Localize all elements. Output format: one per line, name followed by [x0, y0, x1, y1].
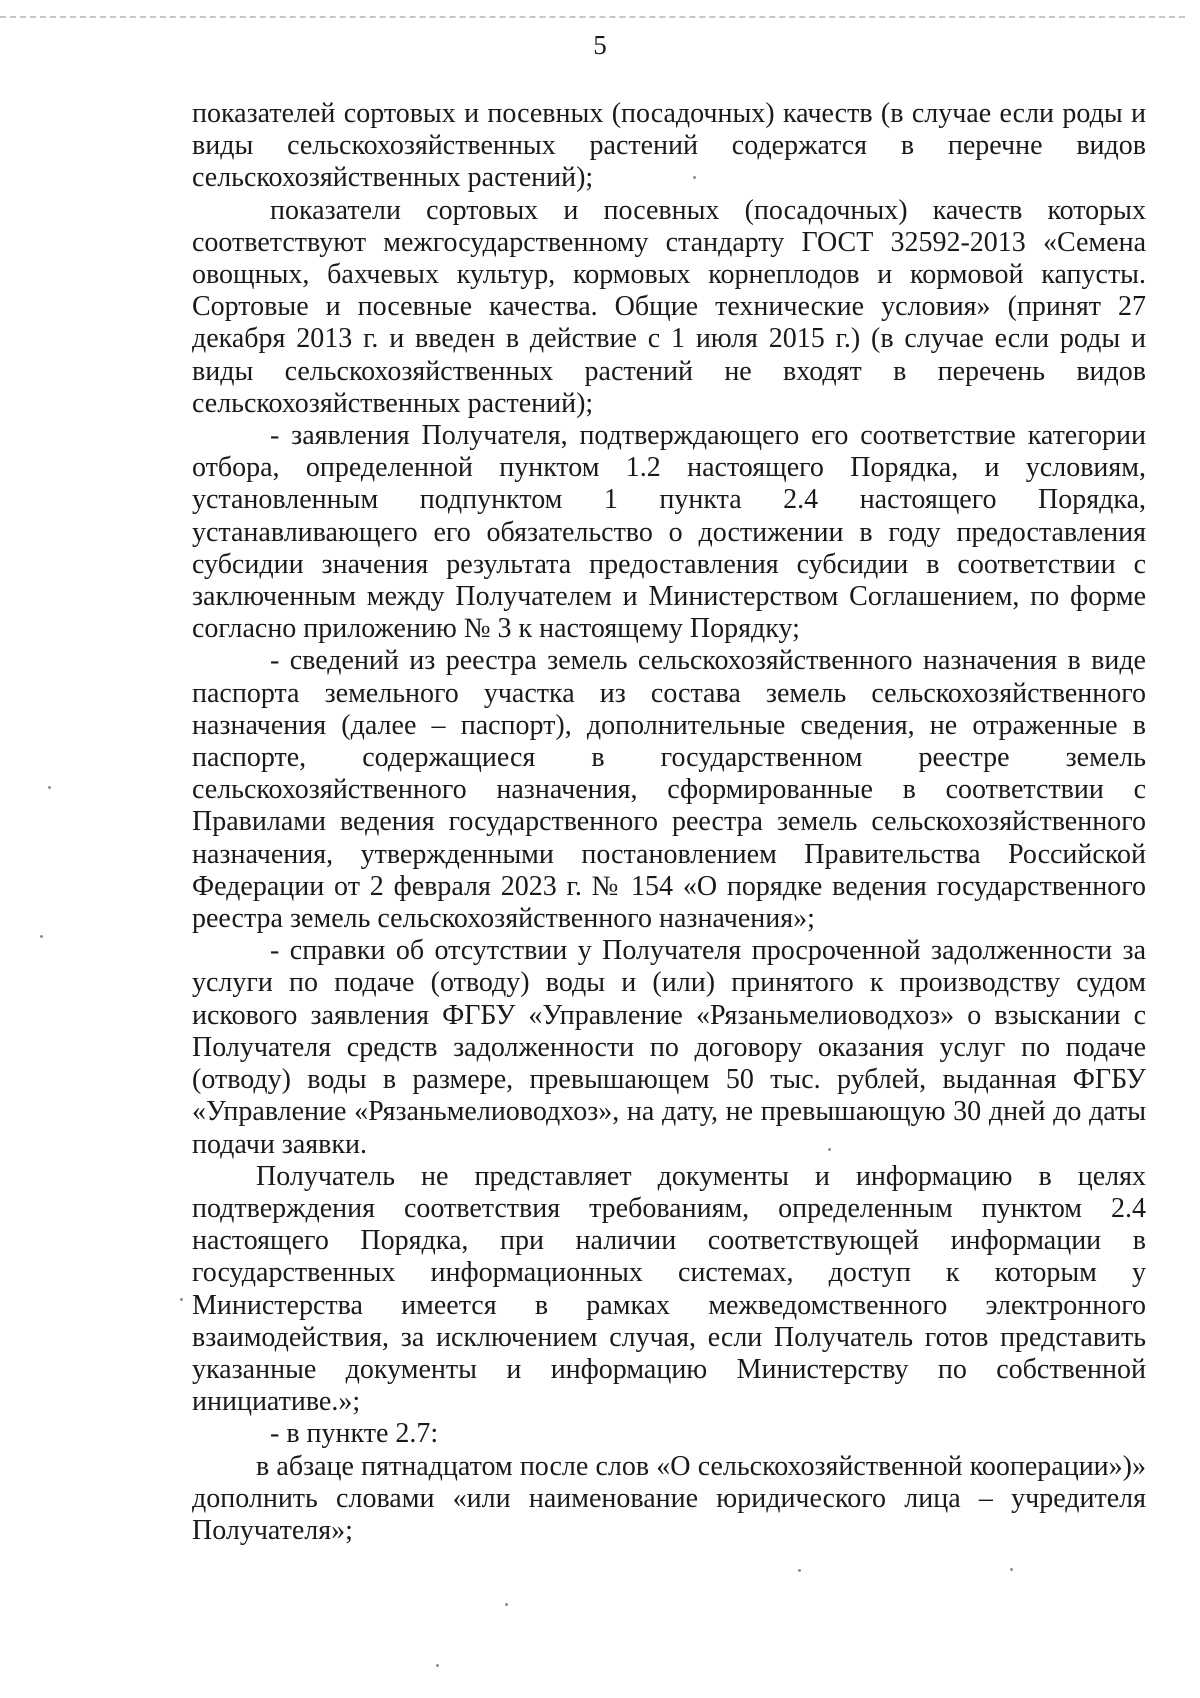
page-number: 5	[593, 30, 607, 60]
scan-speck	[505, 1603, 508, 1606]
paragraph-1: показателей сортовых и посевных (посадочных) качеств (в случае если роды и виды сельскохозяйственных растений содержатся в перечне видов сельскохозяйственных растений);	[192, 98, 1146, 194]
scan-speck	[180, 1298, 183, 1301]
scan-border-line	[0, 16, 1185, 18]
scan-speck	[798, 1569, 801, 1572]
paragraph-4: - сведений из реестра земель сельскохозяйственного назначения в виде паспорта земельного участка из состава земель сельскохозяйственного назначения (далее – паспорт), дополнительные сведения, не отраженные в паспорте, содержащиеся в государственном реестре земель сельскохозяйственного назначения, сформированные в соответствии с Правилами ведения государственного реестра земель сельскохозяйственного назначения, утвержденными постановлением Правительства Российской Федерации от 2 февраля 2023 г. № 154 «О порядке ведения государственного реестра земель сельскохозяйственного назначения»;	[192, 645, 1146, 935]
paragraph-5: - справки об отсутствии у Получателя просроченной задолженности за услуги по подаче (отводу) воды и (или) принятого к производству судом искового заявления ФГБУ «Управление «Рязаньмелиоводхоз» о взыскании с Получателя средств задолженности по договору оказания услуг по подаче (отводу) воды в размере, превышающем 50 тыс. рублей, выданная ФГБУ «Управление «Рязаньмелиоводхоз», на дату, не превышающую 30 дней до даты подачи заявки.	[192, 935, 1146, 1160]
scan-speck	[48, 786, 51, 789]
paragraph-6: Получатель не представляет документы и информацию в целях подтверждения соответствия требованиям, определенным пунктом 2.4 настоящего Порядка, при наличии соответствующей информации в государственных информационных системах, доступ к которым у Министерства имеется в рамках межведомственного электронного взаимодействия, за исключением случая, если Получатель готов представить указанные документы и информацию Министерству по собственной инициативе.»;	[192, 1160, 1146, 1418]
paragraph-2: показатели сортовых и посевных (посадочных) качеств которых соответствуют межгосударственному стандарту ГОСТ 32592-2013 «Семена овощных, бахчевых культур, кормовых корнеплодов и кормовой капусты. Сортовые и посевные качества. Общие технические условия» (принят 27 декабря 2013 г. и введен в действие с 1 июля 2015 г.) (в случае если роды и виды сельскохозяйственных растений не входят в перечень видов сельскохозяйственных растений);	[192, 194, 1146, 419]
document-body	[192, 98, 1146, 1547]
paragraph-7: - в пункте 2.7:	[270, 1418, 439, 1450]
scan-speck	[436, 1664, 439, 1667]
scan-speck	[40, 935, 43, 938]
scan-speck	[1010, 1568, 1013, 1571]
scan-speck	[828, 1148, 831, 1151]
scan-speck	[693, 176, 696, 179]
paragraph-8: в абзаце пятнадцатом после слов «О сельскохозяйственной кооперации»)» дополнить словами «или наименование юридического лица – учредителя Получателя»;	[192, 1450, 1146, 1546]
paragraph-3: - заявления Получателя, подтверждающего его соответствие категории отбора, определенной пунктом 1.2 настоящего Порядка, и условиям, установленным подпунктом 1 пункта 2.4 настоящего Порядка, устанавливающего его обязательство о достижении в году предоставления субсидии значения результата предоставления субсидии в соответствии с заключенным между Получателем и Министерством Соглашением, по форме согласно приложению № 3 к настоящему Порядку;	[192, 420, 1146, 645]
